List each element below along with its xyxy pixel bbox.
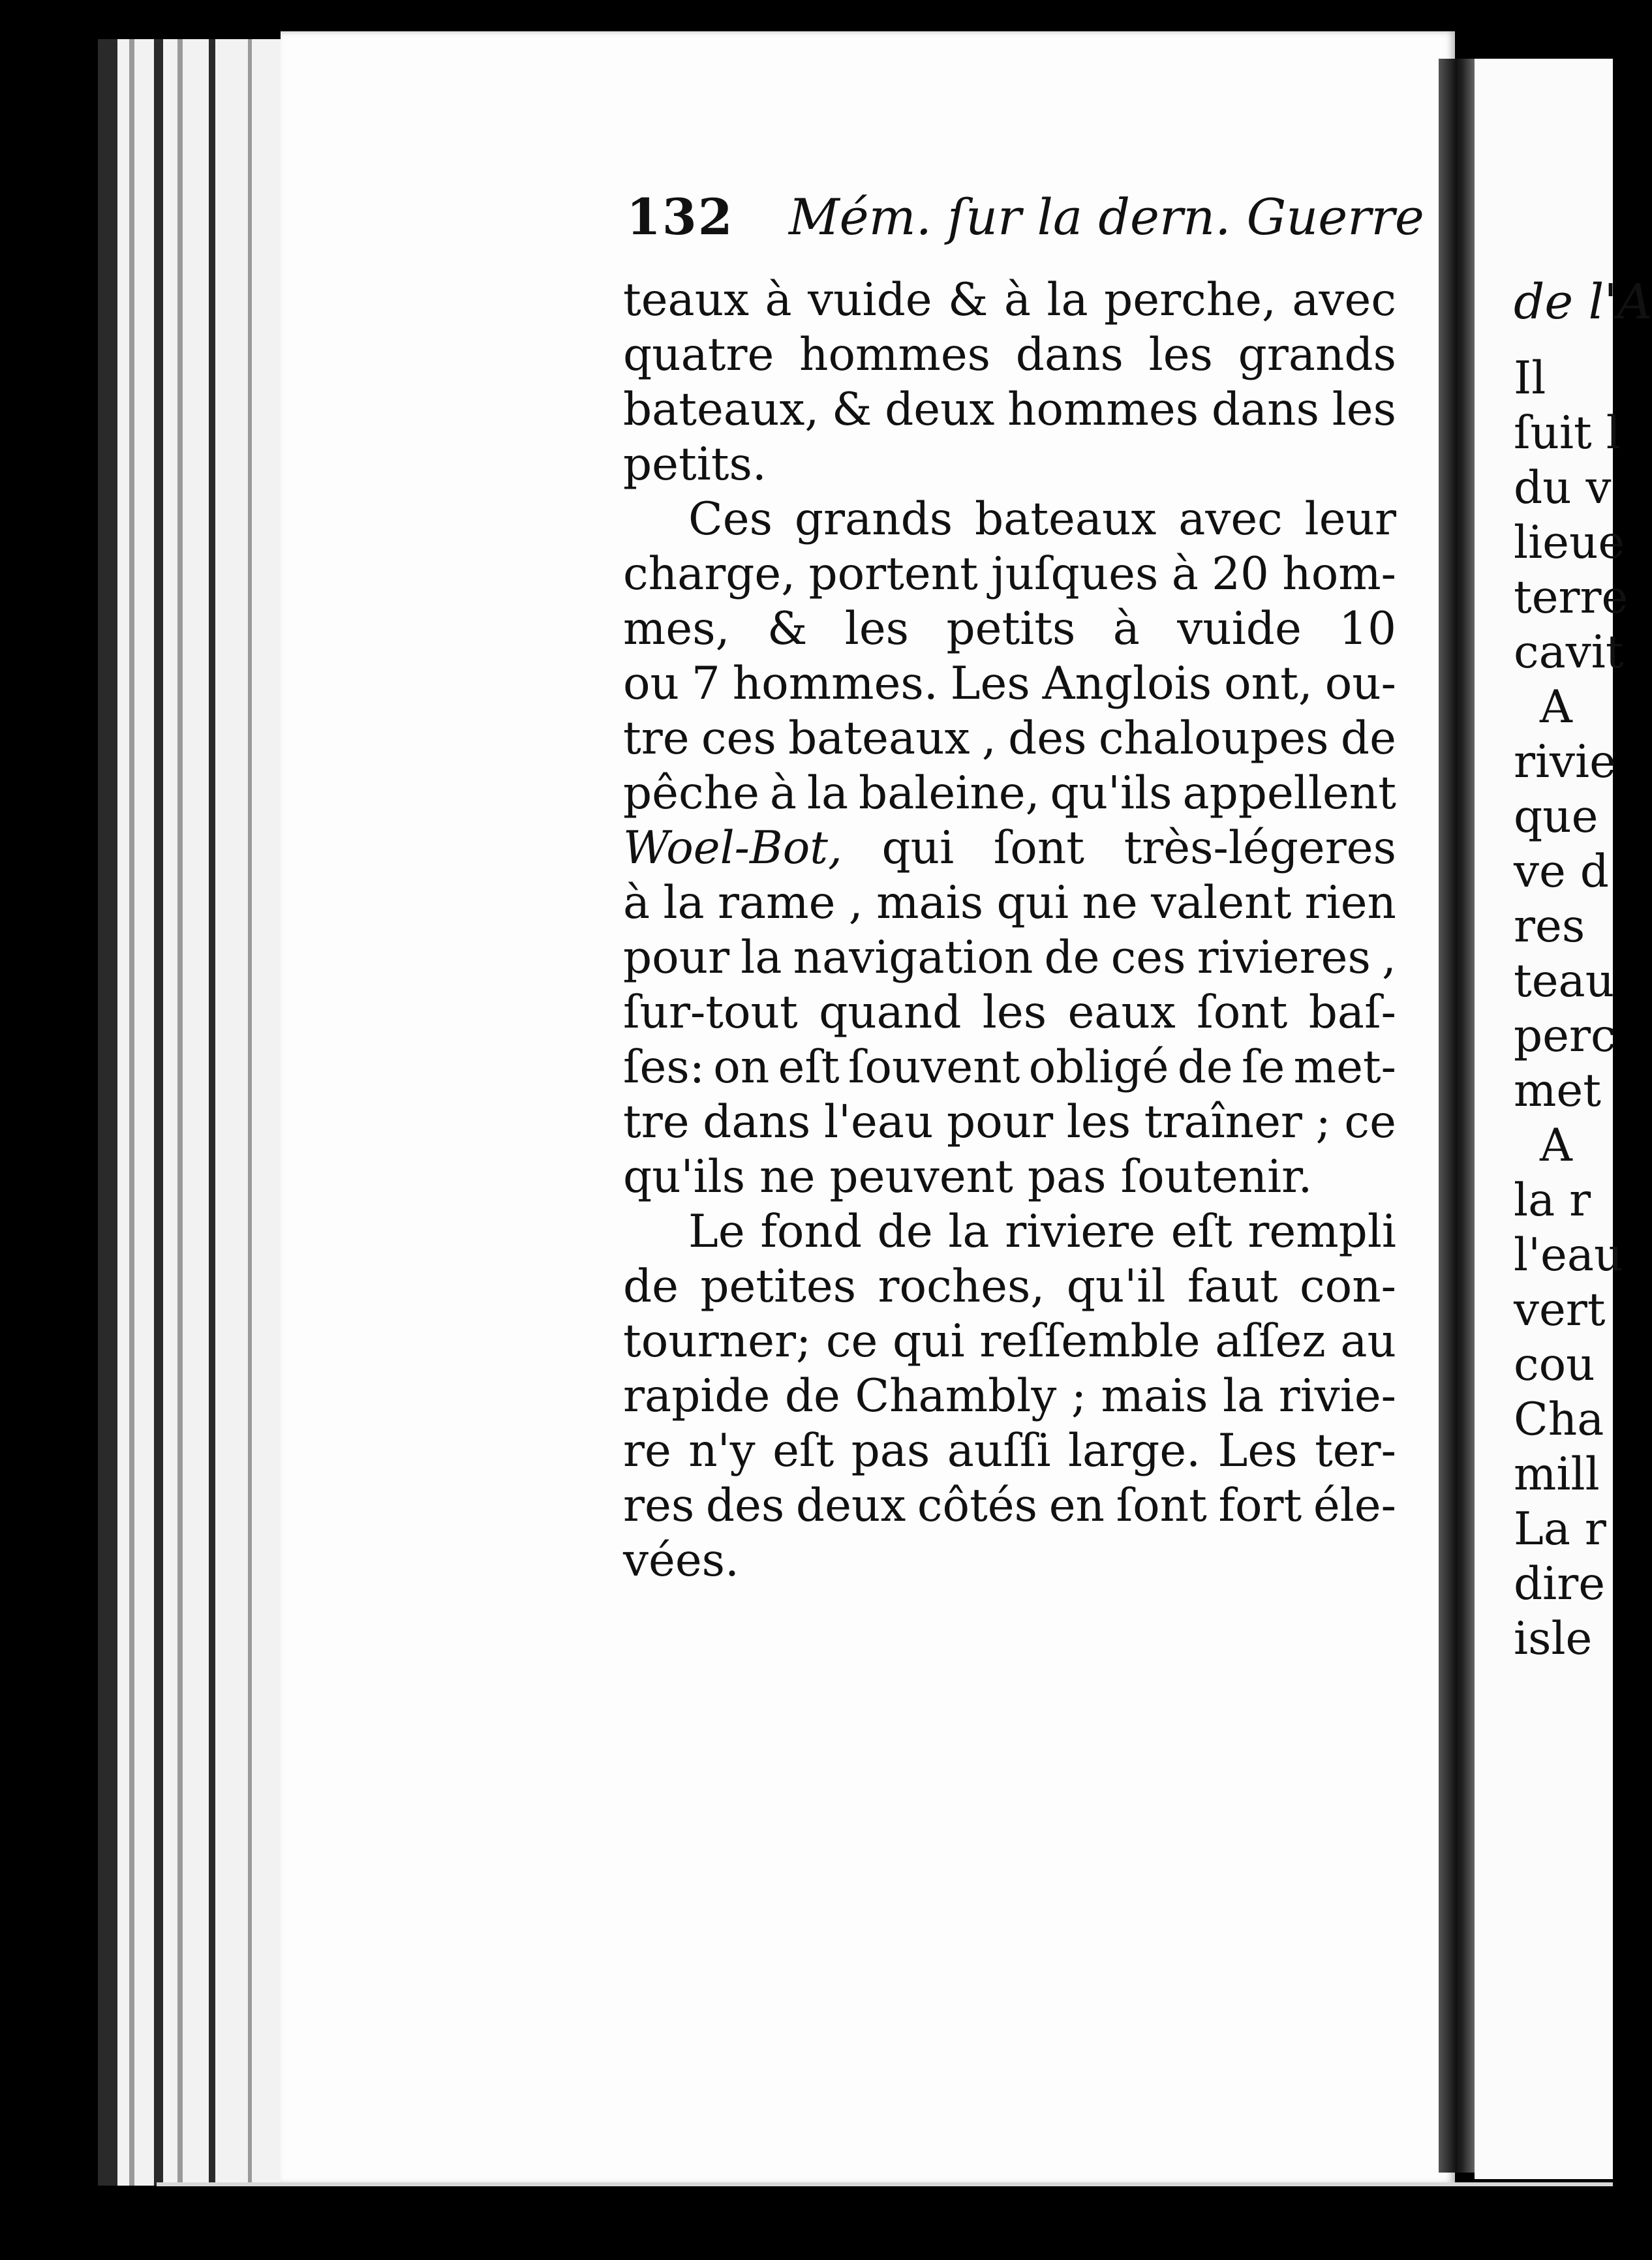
word: mais	[1101, 1370, 1208, 1422]
right-page-line: teau	[1514, 955, 1615, 1007]
word: grands	[794, 493, 953, 545]
word: pour	[947, 1096, 1054, 1148]
word: rame	[718, 877, 836, 929]
right-page-line: cavit	[1514, 626, 1624, 679]
right-page-line: La r	[1514, 1503, 1606, 1555]
word: rivieres	[1197, 932, 1371, 984]
right-page-line: A	[1540, 681, 1572, 733]
text-line	[623, 985, 1396, 1040]
word: riviere	[1005, 1206, 1155, 1258]
word: ;	[1071, 1370, 1087, 1422]
word: dans	[1015, 329, 1124, 381]
word: ter-	[1315, 1425, 1396, 1477]
word: portent	[808, 548, 978, 600]
text-line	[623, 1095, 1396, 1150]
word: teaux	[623, 274, 750, 326]
word: deux	[795, 1480, 906, 1532]
word: peuvent	[829, 1151, 1013, 1203]
word: ſoutenir.	[1120, 1151, 1313, 1203]
right-page-line: A	[1540, 1120, 1572, 1172]
word: eſt	[1170, 1206, 1232, 1258]
word: n'y	[688, 1425, 756, 1477]
word: Chambly	[855, 1370, 1057, 1422]
word: petits	[946, 603, 1076, 655]
word: pas	[851, 1425, 930, 1477]
word: leur	[1304, 493, 1396, 545]
word: ne	[1082, 877, 1138, 929]
word: bateaux	[975, 493, 1157, 545]
word: baſ-	[1308, 986, 1396, 1039]
running-title: Mém. ſur la dern. Guerre	[788, 188, 1424, 246]
word: de	[1044, 932, 1100, 984]
word: rivie-	[1278, 1370, 1396, 1422]
word: ,	[981, 712, 996, 765]
word: on	[713, 1041, 770, 1093]
word: ,	[1382, 932, 1396, 984]
word: faut	[1187, 1260, 1278, 1313]
word: fort	[1218, 1480, 1302, 1532]
right-page-line: perc	[1514, 1010, 1616, 1062]
right-page-line: la r	[1514, 1174, 1591, 1227]
word: rapide	[623, 1370, 771, 1422]
right-page-text	[1514, 351, 1628, 1666]
word: fond	[760, 1206, 863, 1258]
right-page-line: cou	[1514, 1339, 1595, 1391]
word: dans	[1211, 384, 1320, 436]
word: qui	[996, 877, 1069, 929]
word: Le	[688, 1206, 745, 1258]
word: pour	[623, 932, 730, 984]
word: hom-	[1282, 548, 1396, 600]
word: la	[1223, 1370, 1264, 1422]
word: valent	[1151, 877, 1292, 929]
right-page-line: l'eau	[1514, 1229, 1623, 1281]
word: eaux	[1067, 986, 1176, 1039]
word: rempli	[1247, 1206, 1396, 1258]
word: large.	[1067, 1425, 1201, 1477]
word: Woel-Bot,	[623, 822, 842, 874]
word: tre	[623, 712, 690, 765]
word: ou	[623, 658, 679, 710]
word: à	[765, 274, 792, 326]
word: ,	[848, 877, 863, 929]
book-gutter	[1439, 59, 1478, 2173]
right-page-line: rivie	[1514, 736, 1616, 788]
word: les	[1066, 1096, 1131, 1148]
right-page-line: dire	[1514, 1558, 1606, 1610]
word: mes,	[623, 603, 730, 655]
text-line	[623, 876, 1396, 930]
word: met-	[1293, 1041, 1396, 1093]
word: reſſemble	[979, 1315, 1201, 1367]
word: dans	[703, 1096, 811, 1148]
word: ſe	[1242, 1041, 1285, 1093]
word: mais	[876, 877, 984, 929]
word: côtés	[917, 1480, 1038, 1532]
text-line	[623, 492, 1396, 547]
word: quatre	[623, 329, 774, 381]
word: roches,	[878, 1260, 1045, 1313]
text-line	[623, 1478, 1396, 1533]
word: Anglois	[1042, 658, 1212, 710]
right-page-line: isle	[1514, 1613, 1593, 1665]
word: à	[623, 877, 650, 929]
word: à	[1112, 603, 1140, 655]
right-page-line: ſuit l	[1514, 407, 1621, 459]
text-line	[623, 382, 1396, 437]
word: baleine,	[859, 767, 1040, 819]
right-page-line: met	[1514, 1065, 1601, 1117]
word: res	[623, 1480, 695, 1532]
right-page-line: Cha	[1514, 1394, 1604, 1446]
word: ces	[1110, 932, 1186, 984]
word: à	[1003, 274, 1032, 326]
word: ſont	[993, 822, 1084, 874]
word: au	[1340, 1315, 1396, 1367]
word: &	[948, 274, 988, 326]
text-line	[623, 821, 1396, 876]
text-line	[623, 711, 1396, 766]
word: ſouvent	[848, 1041, 1020, 1093]
text-line	[623, 656, 1396, 711]
word: tre	[623, 1096, 690, 1148]
page-number: 132	[626, 188, 734, 246]
word: ces	[701, 712, 776, 765]
word: tourner;	[623, 1315, 812, 1367]
right-page-line: que	[1514, 791, 1598, 843]
right-page-line: terre	[1514, 572, 1629, 624]
word: vuide	[1177, 603, 1302, 655]
text-line	[623, 1369, 1396, 1424]
text-line	[623, 547, 1396, 602]
page-edges	[98, 39, 287, 2186]
text-line	[623, 273, 1396, 328]
body-text	[623, 273, 1396, 1588]
right-page-running-head: de l'A	[1514, 274, 1652, 330]
word: les	[982, 986, 1047, 1039]
word: navigation	[793, 932, 1033, 984]
word: ce	[1344, 1096, 1396, 1148]
right-page-line: lieue	[1514, 517, 1625, 569]
word: 7	[691, 658, 720, 710]
text-line	[623, 1040, 1396, 1095]
right-page-line: vert	[1514, 1284, 1606, 1336]
word: l'eau	[823, 1096, 934, 1148]
word: éle-	[1313, 1480, 1396, 1532]
word: qu'ils	[1050, 767, 1172, 819]
word: 20	[1212, 548, 1269, 600]
word: vuide	[808, 274, 932, 326]
word: ne	[759, 1151, 816, 1203]
word: pas	[1027, 1151, 1107, 1203]
word: bateaux,	[623, 384, 819, 436]
word: vées.	[623, 1535, 739, 1587]
word: hommes	[799, 329, 991, 381]
word: ſes:	[623, 1041, 705, 1093]
word: de	[1177, 1041, 1233, 1093]
word: pêche	[623, 767, 759, 819]
text-line	[623, 602, 1396, 656]
word: la	[663, 877, 705, 929]
right-page-line: du v	[1514, 462, 1612, 514]
word: ont,	[1224, 658, 1313, 710]
word: ſont	[1197, 986, 1288, 1039]
text-line	[623, 766, 1396, 821]
word: charge,	[623, 548, 796, 600]
word: de	[1340, 712, 1396, 765]
word: &	[767, 603, 808, 655]
text-line	[623, 1259, 1396, 1314]
word: eſt	[772, 1425, 834, 1477]
word: ſont	[1116, 1480, 1207, 1532]
text-line	[623, 1314, 1396, 1369]
word: aſſez	[1215, 1315, 1326, 1367]
text-line	[623, 930, 1396, 985]
word: petites	[700, 1260, 857, 1313]
right-page-line: mill	[1514, 1448, 1600, 1501]
word: traîner	[1144, 1096, 1302, 1148]
word: deux	[885, 384, 995, 436]
word: qu'ils	[623, 1151, 746, 1203]
word: en	[1048, 1480, 1105, 1532]
word: quand	[819, 986, 962, 1039]
text-line	[623, 1150, 1396, 1204]
word: à	[1171, 548, 1199, 600]
word: la	[806, 767, 849, 819]
word: auſſi	[947, 1425, 1051, 1477]
word: obligé	[1028, 1041, 1169, 1093]
running-head	[626, 188, 1424, 246]
word: la	[1047, 274, 1088, 326]
word: Les	[950, 658, 1030, 710]
word: grands	[1238, 329, 1396, 381]
word: re	[623, 1425, 671, 1477]
text-line	[623, 437, 1396, 492]
word: qui	[893, 1315, 965, 1367]
word: hommes.	[732, 658, 938, 710]
word: Ces	[688, 493, 773, 545]
word: &	[831, 384, 872, 436]
word: ce	[825, 1315, 878, 1367]
word: 10	[1339, 603, 1396, 655]
word: bateaux	[788, 712, 970, 765]
text-line	[623, 1424, 1396, 1478]
word: petits.	[623, 438, 767, 491]
word: juſques	[991, 548, 1159, 600]
right-page-line: ve d	[1514, 846, 1609, 898]
word: très-légeres	[1124, 822, 1396, 874]
bottom-edge	[157, 2182, 1613, 2186]
word: Les	[1217, 1425, 1298, 1477]
word: appellent	[1182, 767, 1396, 819]
word: ;	[1315, 1096, 1331, 1148]
word: qu'il	[1066, 1260, 1166, 1313]
word: de	[877, 1206, 933, 1258]
word: chaloupes	[1098, 712, 1329, 765]
word: qui	[881, 822, 955, 874]
word: des	[705, 1480, 785, 1532]
text-line	[623, 328, 1396, 382]
text-line	[623, 1533, 1396, 1588]
word: eſt	[778, 1041, 840, 1093]
word: perche,	[1104, 274, 1276, 326]
word: avec	[1292, 274, 1396, 326]
word: des	[1008, 712, 1087, 765]
word: rien	[1304, 877, 1396, 929]
word: à	[769, 767, 797, 819]
word: les	[1332, 384, 1396, 436]
right-page	[1475, 59, 1652, 2179]
right-page-line: Il	[1514, 352, 1546, 405]
word: de	[623, 1260, 679, 1313]
word: avec	[1178, 493, 1283, 545]
word: la	[741, 932, 782, 984]
word: ou-	[1324, 658, 1396, 710]
word: les	[844, 603, 910, 655]
word: ſur-tout	[623, 986, 798, 1039]
word: con-	[1300, 1260, 1396, 1313]
text-line	[623, 1204, 1396, 1259]
word: la	[948, 1206, 990, 1258]
right-page-line: res	[1514, 900, 1585, 953]
word: hommes	[1007, 384, 1199, 436]
word: de	[784, 1370, 840, 1422]
word: les	[1148, 329, 1213, 381]
